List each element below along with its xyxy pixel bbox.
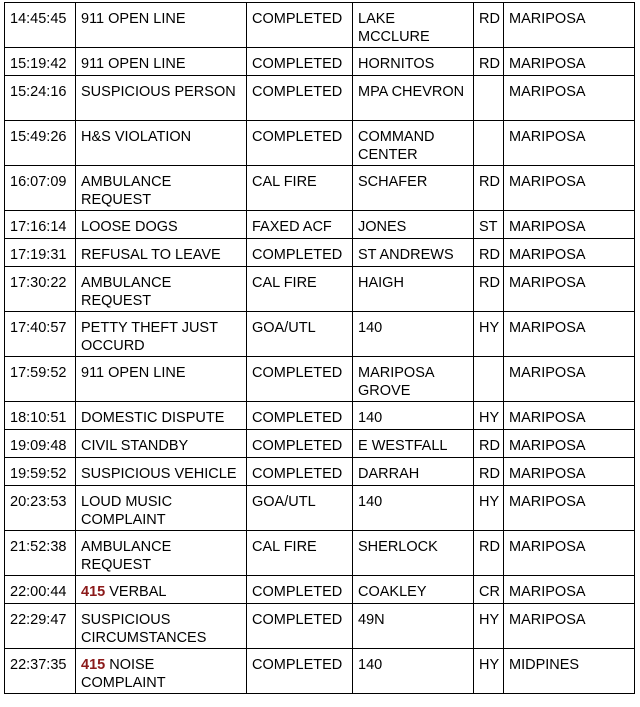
time-cell: 18:10:51	[5, 402, 76, 430]
call-type-text: PETTY THEFT JUST OCCURD	[81, 320, 218, 354]
table-row	[5, 267, 635, 312]
call-type-cell	[76, 3, 247, 48]
city-cell: MARIPOSA	[504, 486, 635, 531]
street-cell: HORNITOS	[353, 48, 474, 76]
table-row	[5, 76, 635, 121]
table-row	[5, 649, 635, 694]
city-cell: MARIPOSA	[504, 239, 635, 267]
street-cell: COMMAND CENTER	[353, 121, 474, 166]
call-code: 415	[81, 584, 106, 600]
time-cell: 21:52:38	[5, 531, 76, 576]
street-suffix-cell: HY	[474, 486, 504, 531]
call-type-cell	[76, 48, 247, 76]
city-cell: MARIPOSA	[504, 166, 635, 211]
disposition-cell: COMPLETED	[247, 604, 353, 649]
time-cell: 16:07:09	[5, 166, 76, 211]
call-type-cell	[76, 239, 247, 267]
street-cell: 140	[353, 486, 474, 531]
time-cell: 17:19:31	[5, 239, 76, 267]
time-cell: 22:37:35	[5, 649, 76, 694]
call-type-text: 911 OPEN LINE	[81, 365, 186, 381]
disposition-cell: CAL FIRE	[247, 531, 353, 576]
time-cell: 22:00:44	[5, 576, 76, 604]
street-cell: HAIGH	[353, 267, 474, 312]
street-cell: 140	[353, 312, 474, 357]
call-type-text: 911 OPEN LINE	[81, 56, 186, 72]
incident-log-body	[5, 3, 635, 694]
street-suffix-cell: RD	[474, 531, 504, 576]
disposition-cell: COMPLETED	[247, 48, 353, 76]
call-type-cell	[76, 76, 247, 121]
street-suffix-cell	[474, 121, 504, 166]
call-type-text: H&S VIOLATION	[81, 129, 192, 145]
call-type-text: 911 OPEN LINE	[81, 11, 186, 27]
city-cell: MARIPOSA	[504, 604, 635, 649]
city-cell: MARIPOSA	[504, 576, 635, 604]
time-cell: 17:59:52	[5, 357, 76, 402]
time-cell: 15:49:26	[5, 121, 76, 166]
street-suffix-cell: CR	[474, 576, 504, 604]
incident-log-table	[4, 2, 635, 694]
disposition-cell: COMPLETED	[247, 430, 353, 458]
street-cell: LAKE MCCLURE	[353, 3, 474, 48]
table-row	[5, 458, 635, 486]
city-cell: MARIPOSA	[504, 458, 635, 486]
disposition-cell: COMPLETED	[247, 458, 353, 486]
street-suffix-cell	[474, 76, 504, 121]
disposition-cell: COMPLETED	[247, 649, 353, 694]
time-cell: 15:24:16	[5, 76, 76, 121]
call-type-cell	[76, 312, 247, 357]
table-row	[5, 48, 635, 76]
table-row	[5, 3, 635, 48]
city-cell: MARIPOSA	[504, 357, 635, 402]
disposition-cell: COMPLETED	[247, 76, 353, 121]
city-cell: MARIPOSA	[504, 211, 635, 239]
call-type-cell	[76, 604, 247, 649]
table-row	[5, 430, 635, 458]
street-suffix-cell: RD	[474, 48, 504, 76]
call-type-cell	[76, 531, 247, 576]
street-cell: MARIPOSA GROVE	[353, 357, 474, 402]
city-cell: MARIPOSA	[504, 48, 635, 76]
time-cell: 20:23:53	[5, 486, 76, 531]
disposition-cell: GOA/UTL	[247, 486, 353, 531]
call-type-text: AMBULANCE REQUEST	[81, 539, 172, 573]
table-row	[5, 121, 635, 166]
time-cell: 19:59:52	[5, 458, 76, 486]
city-cell: MARIPOSA	[504, 430, 635, 458]
disposition-cell: COMPLETED	[247, 402, 353, 430]
city-cell: MARIPOSA	[504, 76, 635, 121]
disposition-cell: COMPLETED	[247, 357, 353, 402]
street-suffix-cell: HY	[474, 604, 504, 649]
city-cell: MARIPOSA	[504, 121, 635, 166]
call-type-cell	[76, 166, 247, 211]
call-type-text: LOOSE DOGS	[81, 219, 178, 235]
call-type-text: LOUD MUSIC COMPLAINT	[81, 494, 173, 528]
street-cell: COAKLEY	[353, 576, 474, 604]
city-cell: MARIPOSA	[504, 402, 635, 430]
disposition-cell: CAL FIRE	[247, 267, 353, 312]
call-type-cell	[76, 121, 247, 166]
call-type-text: SUSPICIOUS PERSON	[81, 84, 236, 100]
disposition-cell: FAXED ACF	[247, 211, 353, 239]
street-cell: ST ANDREWS	[353, 239, 474, 267]
city-cell: MARIPOSA	[504, 531, 635, 576]
disposition-cell: COMPLETED	[247, 576, 353, 604]
street-cell: SHERLOCK	[353, 531, 474, 576]
call-type-text: REFUSAL TO LEAVE	[81, 247, 221, 263]
street-suffix-cell: RD	[474, 430, 504, 458]
call-type-cell	[76, 649, 247, 694]
street-cell: 140	[353, 402, 474, 430]
street-suffix-cell: HY	[474, 649, 504, 694]
time-cell: 17:30:22	[5, 267, 76, 312]
city-cell: MIDPINES	[504, 649, 635, 694]
disposition-cell: CAL FIRE	[247, 166, 353, 211]
street-suffix-cell: ST	[474, 211, 504, 239]
call-type-text: AMBULANCE REQUEST	[81, 174, 172, 208]
call-type-cell	[76, 458, 247, 486]
street-cell: 49N	[353, 604, 474, 649]
street-cell: E WESTFALL	[353, 430, 474, 458]
city-cell: MARIPOSA	[504, 267, 635, 312]
call-type-text: CIVIL STANDBY	[81, 438, 189, 454]
city-cell: MARIPOSA	[504, 3, 635, 48]
street-suffix-cell: RD	[474, 239, 504, 267]
call-type-cell	[76, 357, 247, 402]
street-cell: JONES	[353, 211, 474, 239]
table-row	[5, 312, 635, 357]
call-type-text: VERBAL	[109, 584, 167, 600]
table-row	[5, 402, 635, 430]
street-suffix-cell: RD	[474, 458, 504, 486]
disposition-cell: GOA/UTL	[247, 312, 353, 357]
street-cell: 140	[353, 649, 474, 694]
disposition-cell: COMPLETED	[247, 3, 353, 48]
city-cell: MARIPOSA	[504, 312, 635, 357]
call-type-cell	[76, 211, 247, 239]
call-type-cell	[76, 430, 247, 458]
street-suffix-cell: HY	[474, 312, 504, 357]
street-suffix-cell: RD	[474, 166, 504, 211]
street-suffix-cell	[474, 357, 504, 402]
time-cell: 19:09:48	[5, 430, 76, 458]
call-type-text: AMBULANCE REQUEST	[81, 275, 172, 309]
call-type-text: NOISE COMPLAINT	[81, 657, 166, 691]
street-suffix-cell: HY	[474, 402, 504, 430]
street-cell: DARRAH	[353, 458, 474, 486]
time-cell: 17:16:14	[5, 211, 76, 239]
street-cell: MPA CHEVRON	[353, 76, 474, 121]
time-cell: 14:45:45	[5, 3, 76, 48]
table-row	[5, 239, 635, 267]
street-cell: SCHAFER	[353, 166, 474, 211]
disposition-cell: COMPLETED	[247, 239, 353, 267]
street-suffix-cell: RD	[474, 3, 504, 48]
time-cell: 15:19:42	[5, 48, 76, 76]
table-row	[5, 211, 635, 239]
table-row	[5, 604, 635, 649]
time-cell: 17:40:57	[5, 312, 76, 357]
table-row	[5, 531, 635, 576]
table-row	[5, 486, 635, 531]
call-type-cell	[76, 576, 247, 604]
call-type-cell	[76, 402, 247, 430]
table-row	[5, 166, 635, 211]
disposition-cell: COMPLETED	[247, 121, 353, 166]
street-suffix-cell: RD	[474, 267, 504, 312]
call-type-cell	[76, 486, 247, 531]
call-type-text: SUSPICIOUS CIRCUMSTANCES	[81, 612, 207, 646]
call-type-cell	[76, 267, 247, 312]
call-type-text: SUSPICIOUS VEHICLE	[81, 466, 237, 482]
call-type-text: DOMESTIC DISPUTE	[81, 410, 225, 426]
table-row	[5, 357, 635, 402]
table-row	[5, 576, 635, 604]
time-cell: 22:29:47	[5, 604, 76, 649]
call-code: 415	[81, 657, 106, 673]
